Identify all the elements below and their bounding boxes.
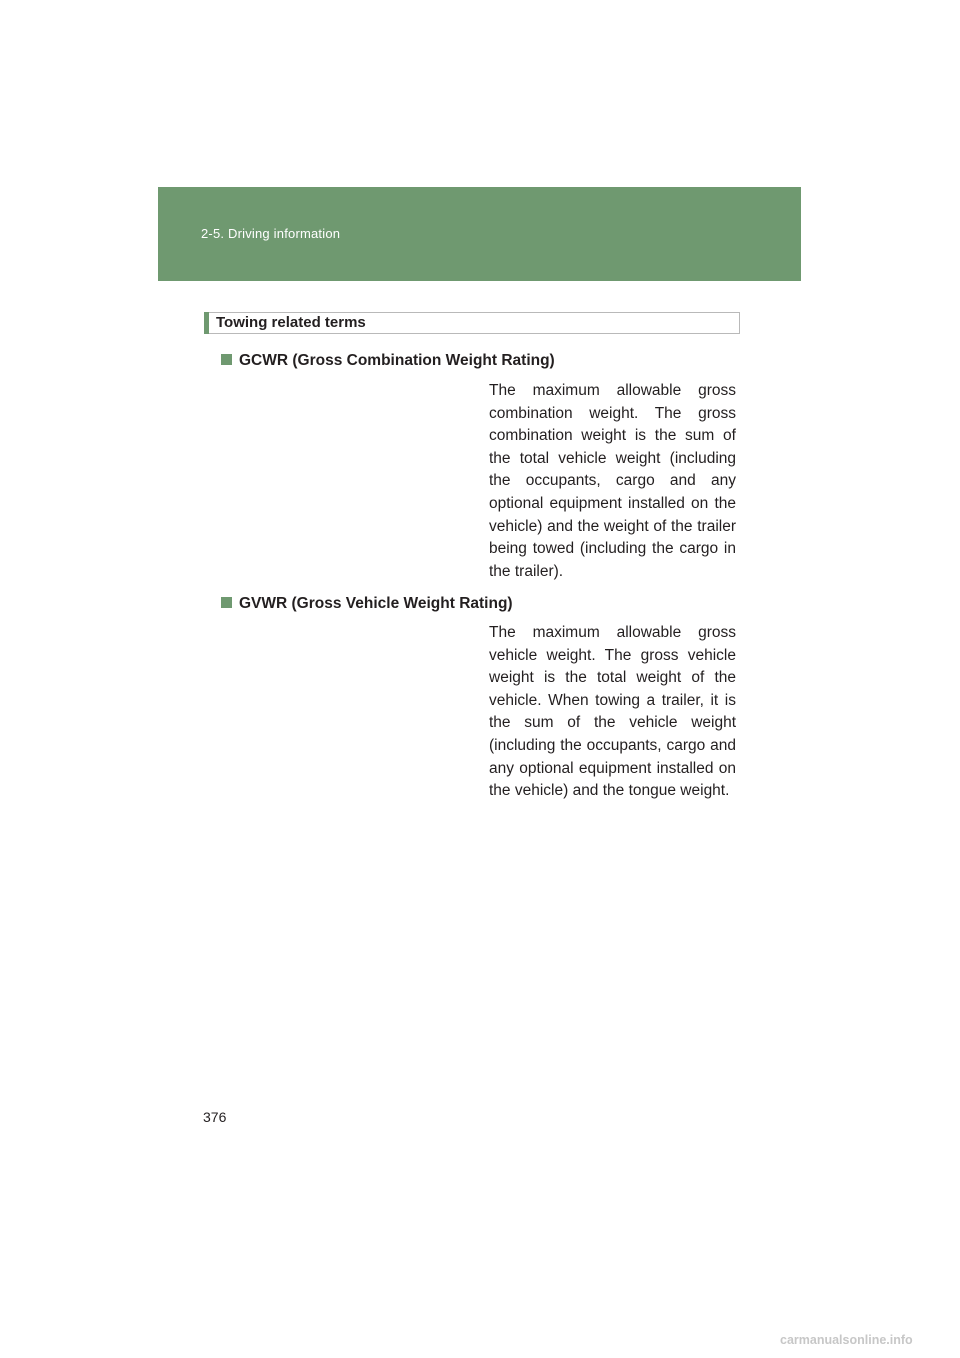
term-name: GCWR (Gross Combination Weight Rating) bbox=[239, 352, 555, 369]
page-number: 376 bbox=[203, 1109, 227, 1125]
square-bullet-icon bbox=[221, 597, 232, 608]
term-description-gcwr: The maximum allowable gross combination weight. The gross combination weight is the sum of the total vehicle weight (including the occupants, cargo and any optional equipment installed on the vehicle) and the weight of the trailer being towed (including the cargo in the trailer). bbox=[489, 382, 736, 580]
square-bullet-icon bbox=[221, 354, 232, 365]
topic-title: Towing related terms bbox=[216, 314, 366, 331]
section-header-band bbox=[158, 187, 801, 281]
section-label: 2-5. Driving information bbox=[201, 226, 341, 241]
topic-heading-bar bbox=[204, 312, 740, 334]
term-heading-gvwr bbox=[221, 595, 513, 613]
term-heading-gcwr bbox=[221, 352, 555, 370]
topic-accent-marker bbox=[204, 312, 209, 334]
watermark: carmanualsonline.info bbox=[780, 1333, 913, 1347]
term-description-gvwr: The maximum allowable gross vehicle weight. The gross vehicle weight is the total weight of the vehicle. When towing a trailer, it is the sum of the vehicle weight (including the occupants, cargo and any optional equipment installed on the vehicle) and the tongue weight. bbox=[489, 624, 736, 800]
term-name: GVWR (Gross Vehicle Weight Rating) bbox=[239, 595, 513, 612]
